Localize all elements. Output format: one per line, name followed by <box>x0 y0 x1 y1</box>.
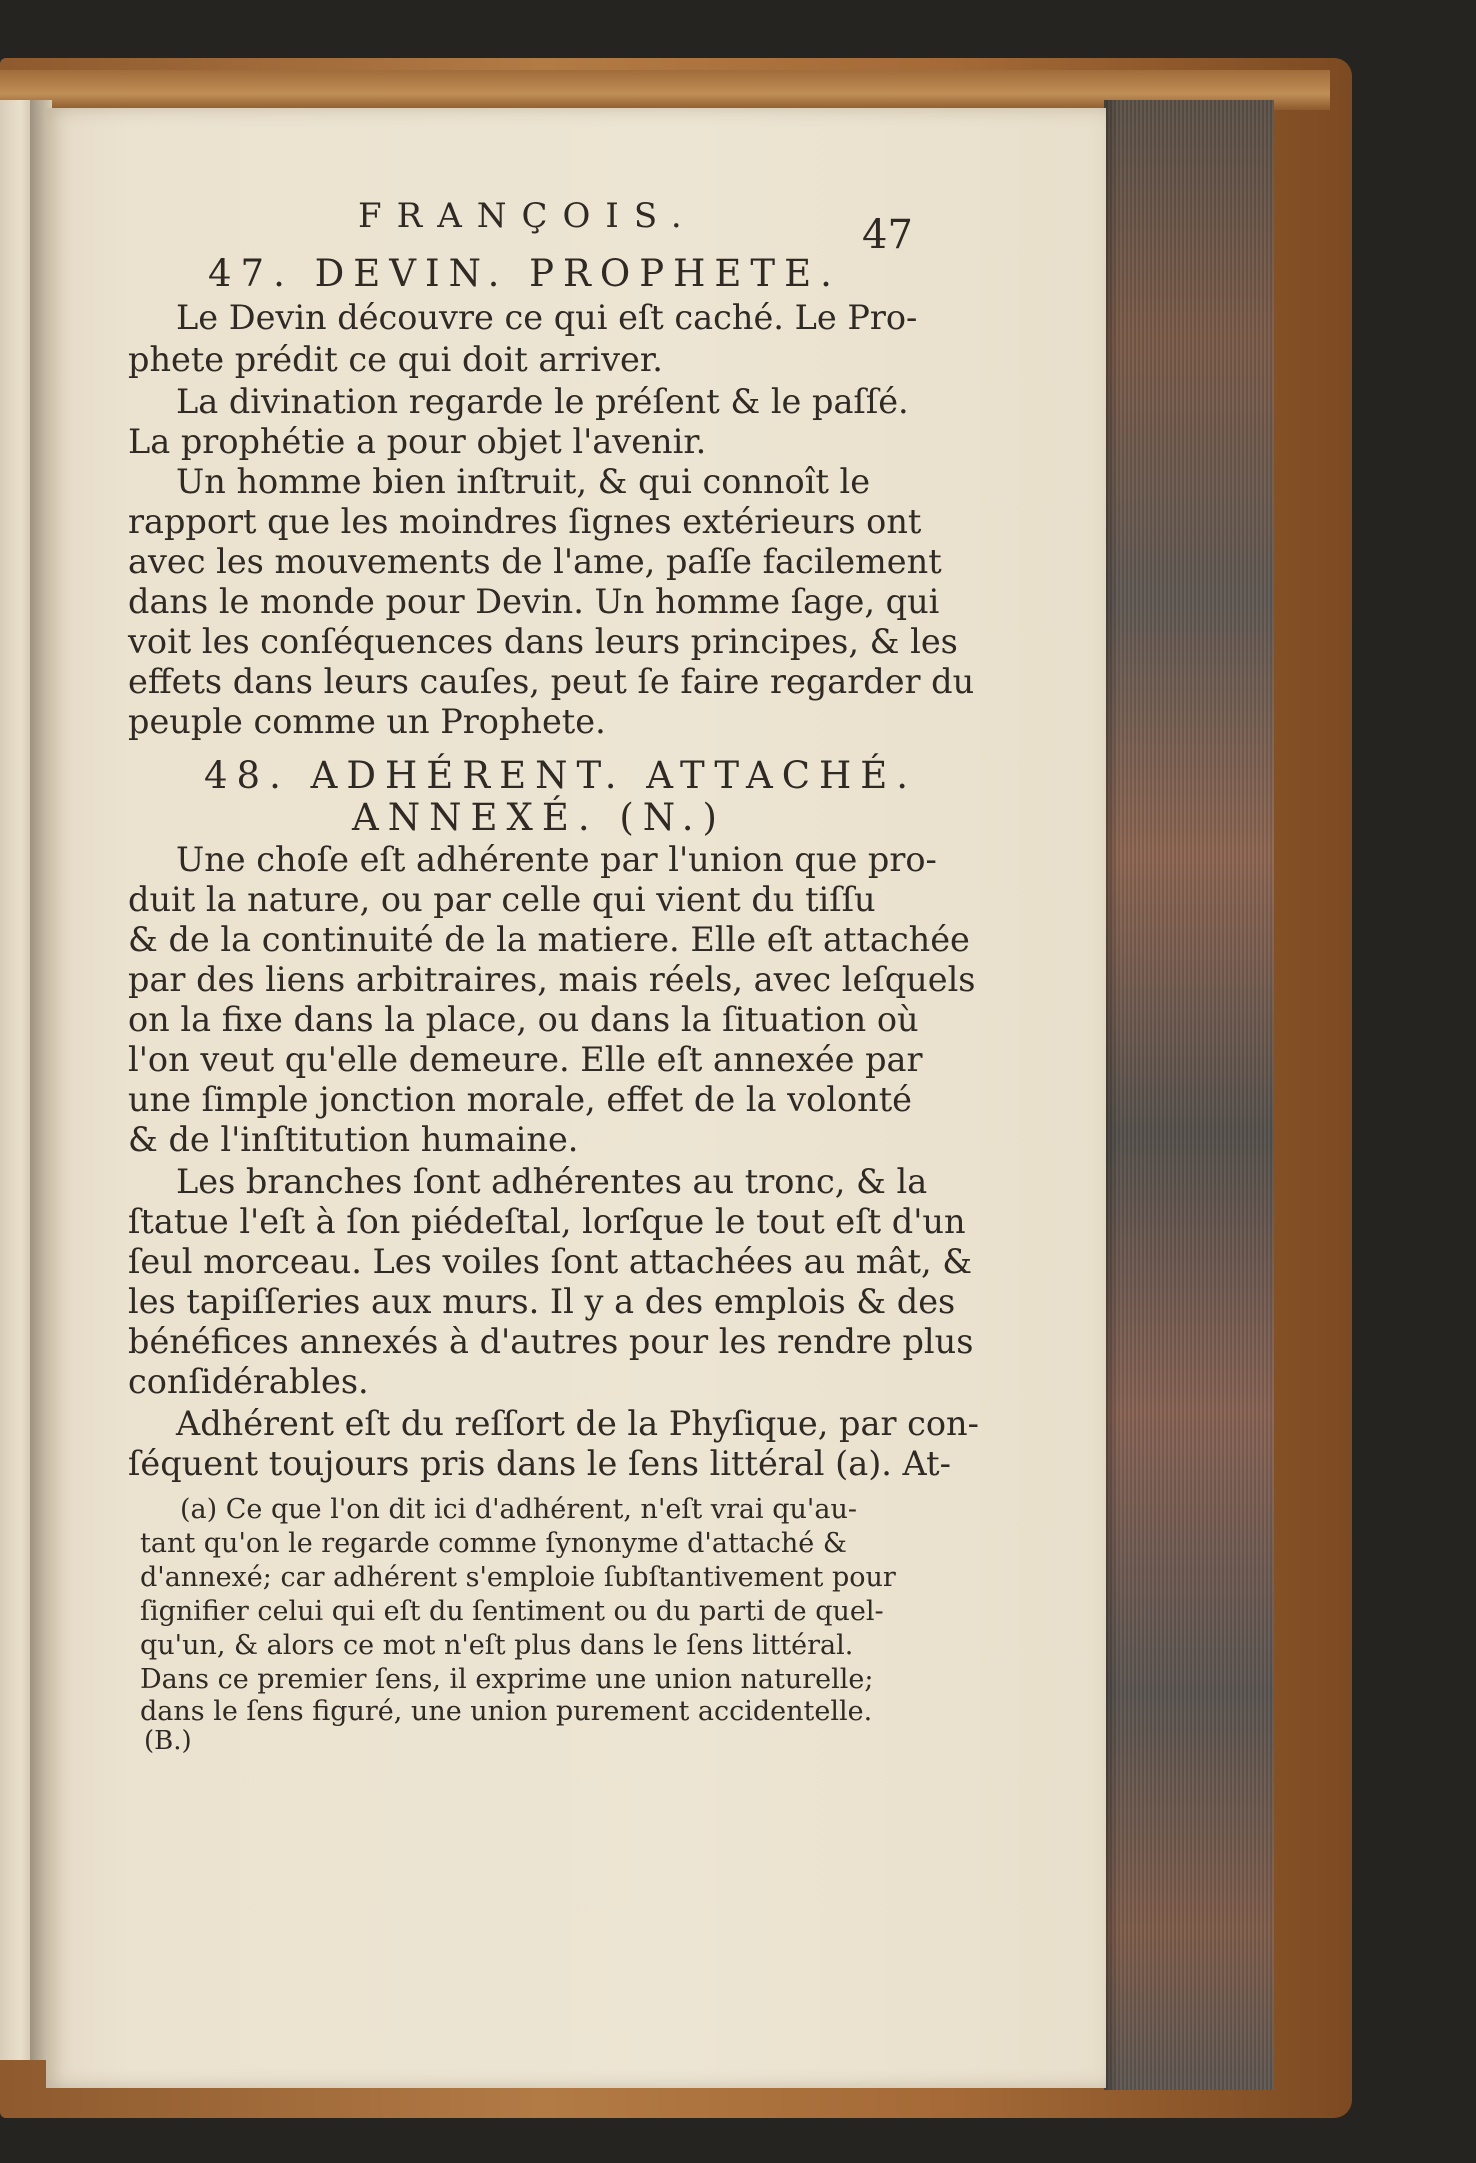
footnote-line: d'annexé; car adhérent s'emploie ſubſtantivement pour <box>140 1562 896 1593</box>
text-line: La divination regarde le préſent & le paſſé. <box>176 382 909 421</box>
entry-48-subheading: ANNEXÉ. (N.) <box>352 796 726 839</box>
text-line: conſidérables. <box>128 1362 369 1401</box>
text-line: effets dans leurs cauſes, peut ſe faire regarder du <box>128 662 975 701</box>
text-line: & de l'inſtitution humaine. <box>128 1120 579 1159</box>
text-line: voit les conſéquences dans leurs principes, & les <box>128 622 958 661</box>
marbled-page-edges <box>1104 100 1274 2090</box>
footnote-line: Dans ce premier ſens, il exprime une union naturelle; <box>140 1664 874 1695</box>
text-line: Un homme bien inſtruit, & qui connoît le <box>176 462 871 501</box>
text-line: phete prédit ce qui doit arriver. <box>128 340 663 379</box>
text-line: une ſimple jonction morale, effet de la volonté <box>128 1080 913 1119</box>
text-line: dans le monde pour Devin. Un homme ſage, qui <box>128 582 940 621</box>
text-line: avec les mouvements de l'ame, paſſe facilement <box>128 542 942 581</box>
page-edge-shadow <box>1104 100 1118 2090</box>
text-line: duit la nature, ou par celle qui vient du tiſſu <box>128 880 876 919</box>
text-line: par des liens arbitraires, mais réels, avec leſquels <box>128 960 976 999</box>
text-line: ſtatue l'eſt à ſon piédeſtal, lorſque le tout eſt d'un <box>128 1202 966 1241</box>
text-line: bénéfices annexés à d'autres pour les rendre plus <box>128 1322 974 1361</box>
footnote-line: dans le ſens figuré, une union purement accidentelle. <box>140 1696 873 1727</box>
signature-mark: (B.) <box>144 1726 192 1756</box>
text-line: les tapiſſeries aux murs. Il y a des emplois & des <box>128 1282 956 1321</box>
text-line: l'on veut qu'elle demeure. Elle eſt annexée par <box>128 1040 923 1079</box>
text-line: La prophétie a pour objet l'avenir. <box>128 422 707 461</box>
entry-48-heading: 48. ADHÉRENT. ATTACHÉ. <box>204 754 918 797</box>
text-line: Les branches ſont adhérentes au tronc, & la <box>176 1162 928 1201</box>
footnote-line: ſignifier celui qui eſt du ſentiment ou du parti de quel- <box>140 1596 884 1627</box>
text-line: rapport que les moindres ſignes extérieurs ont <box>128 502 922 541</box>
text-line: on la fixe dans la place, ou dans la ſituation où <box>128 1000 919 1039</box>
text-line: peuple comme un Prophete. <box>128 702 606 741</box>
page-number: 47 <box>862 212 913 258</box>
footnote-line: tant qu'on le regarde comme ſynonyme d'attaché & <box>140 1528 847 1559</box>
text-line: Une choſe eſt adhérente par l'union que pro- <box>176 840 937 879</box>
text-line: Le Devin découvre ce qui eſt caché. Le Pro- <box>176 298 918 337</box>
text-line: Adhérent eſt du reſſort de la Phyſique, par con- <box>176 1404 979 1443</box>
entry-47-heading: 47. DEVIN. PROPHETE. <box>208 252 841 295</box>
footnote-line: (a) Ce que l'on dit ici d'adhérent, n'eſt vrai qu'au- <box>180 1494 857 1525</box>
text-line: ſéquent toujours pris dans le ſens littéral (a). At- <box>128 1444 951 1483</box>
text-line: ſeul morceau. Les voiles ſont attachées au mât, & <box>128 1242 973 1281</box>
left-page-edge <box>0 100 34 2060</box>
text-line: & de la continuité de la matiere. Elle eſt attachée <box>128 920 970 959</box>
running-head: FRANÇOIS. <box>358 196 697 236</box>
footnote-line: qu'un, & alors ce mot n'eſt plus dans le ſens littéral. <box>140 1630 854 1661</box>
